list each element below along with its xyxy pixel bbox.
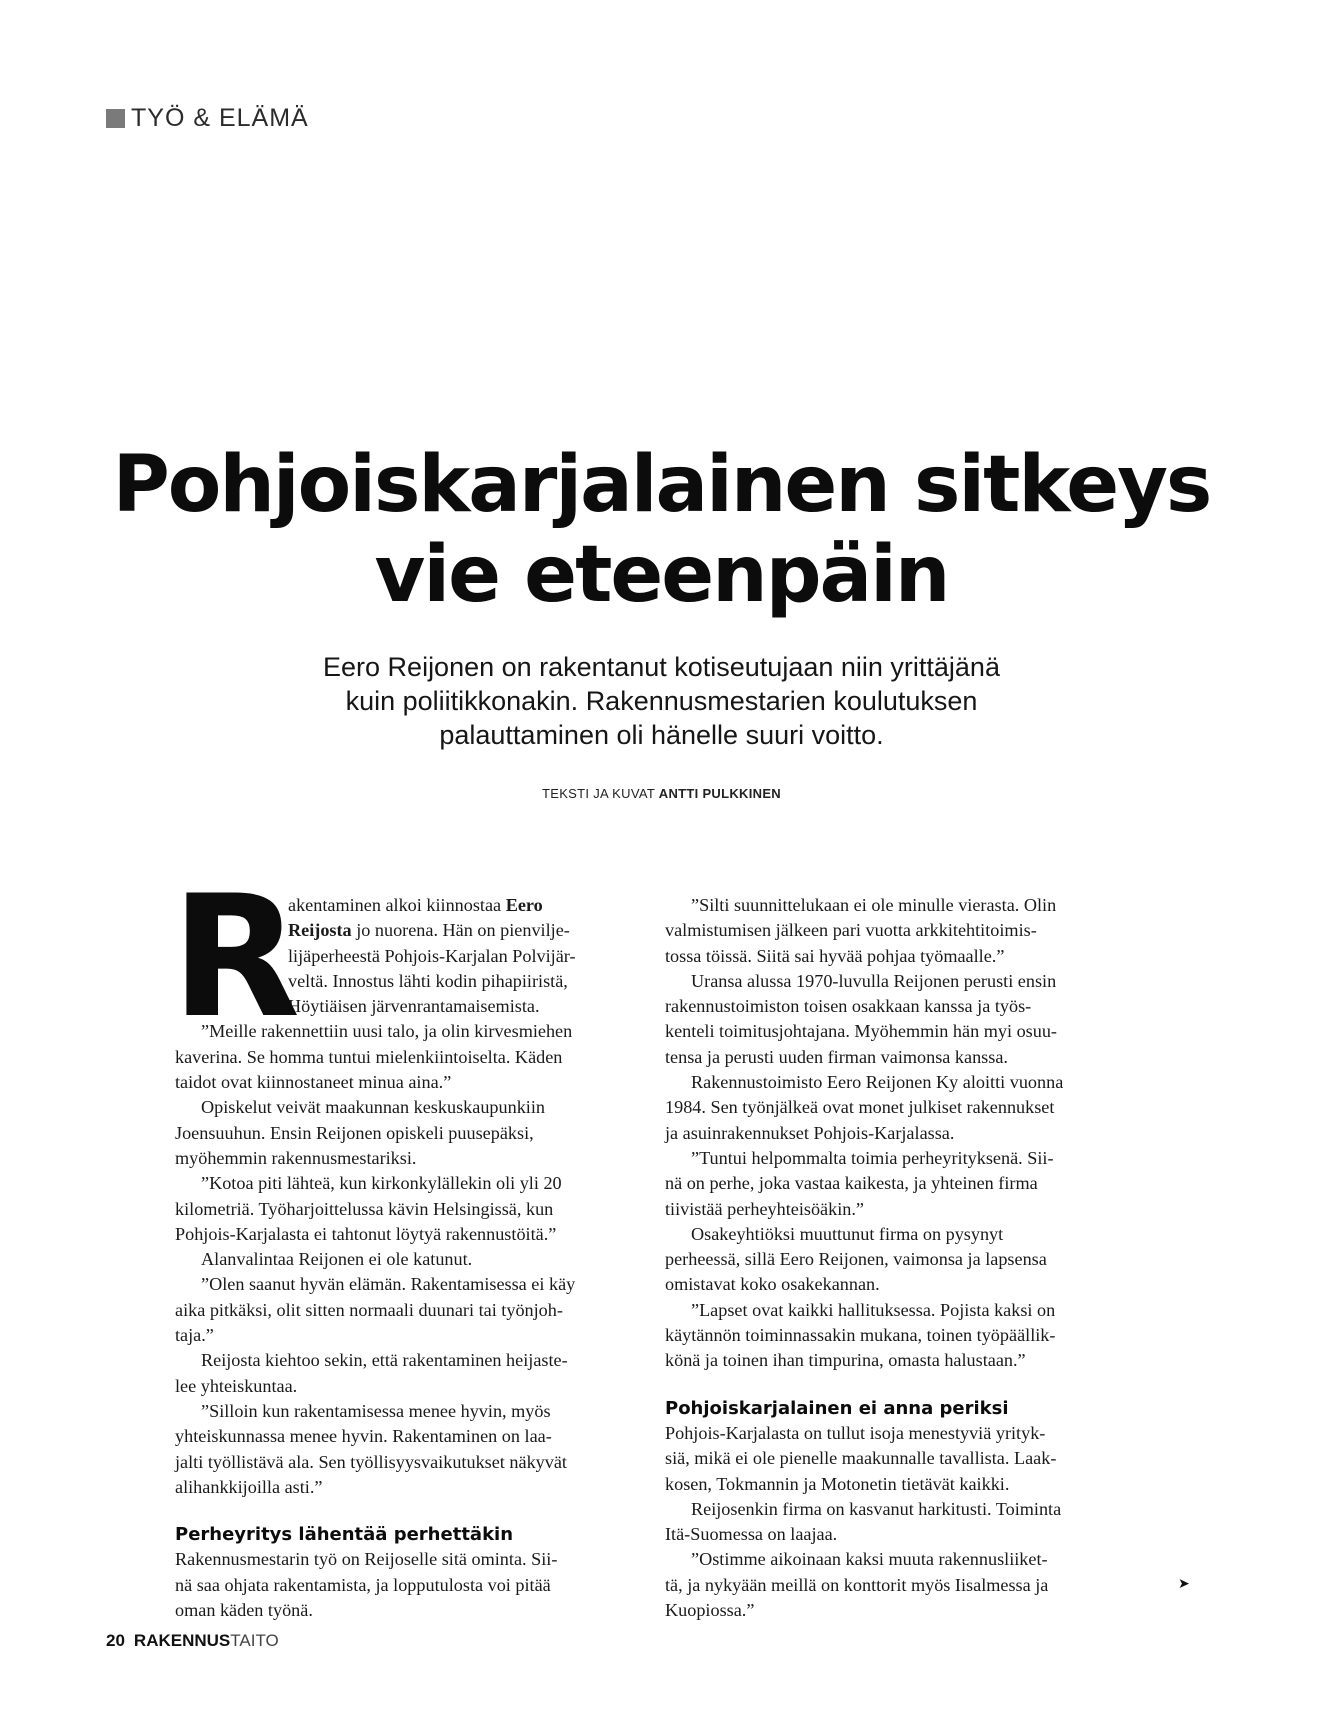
body-line: aika pitkäksi, olit sitten normaali duunari tai työnjoh- <box>175 1299 563 1320</box>
body-line: Reijosta kiehtoo sekin, että rakentaminen heijaste- <box>201 1350 568 1371</box>
body-line: Alanvalintaa Reijonen ei ole katunut. <box>201 1249 473 1270</box>
body-line: myöhemmin rakennusmestariksi. <box>175 1147 417 1168</box>
body-line: Höytiäisen järvenrantamaisemista. <box>288 996 540 1017</box>
body-line: tiivistää perheyhteisöäkin.” <box>665 1198 864 1219</box>
headline-line-2: vie eteenpäin <box>374 530 949 620</box>
body-line: ”Tuntui helpommalta toimia perheyrityksenä. Sii- <box>691 1147 1054 1168</box>
body-line: ”Silloin kun rakentamisessa menee hyvin, myös <box>201 1400 551 1421</box>
body-line: Rakennusmestarin työ on Reijoselle sitä ominta. Sii- <box>175 1549 558 1570</box>
body-column-left <box>171 859 645 1623</box>
subheading: Pohjoiskarjalainen ei anna periksi <box>665 1397 1009 1419</box>
byline <box>0 786 1323 801</box>
section-label <box>106 104 309 133</box>
body-line: veltä. Innostus lähti kodin pihapiiristä, <box>288 970 568 991</box>
body-line: kenteli toimitusjohtajana. Myöhemmin hän myi osuu- <box>665 1021 1057 1042</box>
page-number: 20 <box>106 1631 125 1650</box>
magazine-name-light: TAITO <box>230 1631 279 1650</box>
body-line: kosen, Tokmannin ja Motonetin tietävät kaikki. <box>665 1473 1010 1494</box>
body-line: kaverina. Se homma tuntui mielenkiintoiselta. Käden <box>175 1046 563 1067</box>
section-label-text: TYÖ & ELÄMÄ <box>131 104 309 132</box>
body-line: akentaminen alkoi kiinnostaa Eero <box>288 895 543 915</box>
byline-author: ANTTI PULKKINEN <box>658 786 781 801</box>
body-line: omistavat koko osakekannan. <box>665 1274 880 1295</box>
headline-line-1: Pohjoiskarjalainen sitkeys <box>112 440 1211 530</box>
person-name: Reijosta <box>288 920 352 941</box>
body-line: ja asuinrakennukset Pohjois-Karjalassa. <box>665 1122 955 1143</box>
body-line: siä, mikä ei ole pienelle maakunnalle tavallista. Laak- <box>665 1448 1057 1469</box>
body-line: taidot ovat kiinnostaneet minua aina.” <box>175 1072 452 1093</box>
body-line: lijäperheestä Pohjois-Karjalan Polvijär- <box>288 945 576 966</box>
body-line: tä, ja nykyään meillä on konttorit myös Iisalmessa ja <box>665 1574 1049 1595</box>
body-line: 1984. Sen työnjälkeä ovat monet julkiset rakennukset <box>665 1097 1055 1118</box>
body-line: ”Lapset ovat kaikki hallituksessa. Pojista kaksi on <box>691 1299 1056 1320</box>
continue-arrow-icon: ➤ <box>1178 1576 1190 1592</box>
person-name: Eero <box>505 895 543 915</box>
lead-line-1: Eero Reijonen on rakentanut kotiseutujaan niin yrittäjänä <box>323 652 1000 682</box>
page-footer <box>106 1631 279 1651</box>
body-line: Rakennustoimisto Eero Reijonen Ky aloitti vuonna <box>691 1072 1064 1093</box>
body-line: tensa ja perusti uuden firman vaimonsa kanssa. <box>665 1046 1008 1067</box>
body-line: ”Ostimme aikoinaan kaksi muuta rakennusliiket- <box>691 1549 1048 1570</box>
byline-prefix: TEKSTI JA KUVAT <box>542 786 659 801</box>
body-line: Kuopiossa.” <box>665 1600 755 1621</box>
body-line: alihankkijoilla asti.” <box>175 1476 323 1497</box>
body-line: Opiskelut veivät maakunnan keskuskaupunkiin <box>201 1097 545 1118</box>
body-line: Osakeyhtiöksi muuttunut firma on pysynyt <box>691 1223 1004 1244</box>
body-line: Pohjois-Karjalasta on tullut isoja menestyviä yrityk- <box>665 1422 1046 1443</box>
body-line: Reijosenkin firma on kasvanut harkitusti. Toiminta <box>691 1498 1062 1519</box>
body-line: Joensuuhun. Ensin Reijonen opiskeli puusepäksi, <box>175 1122 534 1143</box>
body-line: oman käden työnä. <box>175 1600 313 1621</box>
body-line: kilometriä. Työharjoittelussa kävin Helsingissä, kun <box>175 1198 554 1219</box>
lead-line-2: kuin poliitikkonakin. Rakennusmestarien koulutuksen <box>345 686 978 716</box>
body-line: taja.” <box>175 1325 214 1346</box>
body-line: perheessä, sillä Eero Reijonen, vaimonsa ja lapsensa <box>665 1249 1047 1270</box>
body-line: ”Meille rakennettiin uusi talo, ja olin kirvesmiehen <box>201 1021 573 1042</box>
body-line: käytännön toiminnassakin mukana, toinen työpäällik- <box>665 1325 1056 1346</box>
subheading: Perheyritys lähentää perhettäkin <box>175 1524 514 1546</box>
body-line: nä saa ohjata rakentamista, ja lopputulosta voi pitää <box>175 1574 551 1595</box>
section-square-icon <box>106 109 125 128</box>
body-line: Reijosta jo nuorena. Hän on pienvilje- <box>288 920 570 941</box>
body-line: lee yhteiskuntaa. <box>175 1375 298 1396</box>
body-line: ”Silti suunnittelukaan ei ole minulle vierasta. Olin <box>691 895 1057 915</box>
body-line: Pohjois-Karjalasta ei tahtonut löytyä rakennustöitä.” <box>175 1223 557 1244</box>
body-line: nä on perhe, joka vastaa kaikesta, ja yhteinen firma <box>665 1173 1038 1194</box>
body-line: jalti työllistävä ala. Sen työllisyysvaikutukset näkyvät <box>175 1451 567 1472</box>
article-headline <box>0 440 1323 620</box>
magazine-name-bold: RAKENNUS <box>133 1631 231 1650</box>
body-column-right <box>665 893 1135 1623</box>
lead-line-3: palauttaminen oli hänelle suuri voitto. <box>439 720 884 750</box>
article-lead <box>230 650 1093 752</box>
body-line: Itä-Suomessa on laajaa. <box>665 1524 838 1545</box>
body-line: yhteiskunnassa menee hyvin. Rakentaminen on laa- <box>175 1426 552 1447</box>
body-line: Uransa alussa 1970-luvulla Reijonen perusti ensin <box>691 970 1057 991</box>
body-line: könä ja toinen ihan timpurina, omasta halustaan.” <box>665 1350 1026 1371</box>
body-line: rakennustoimiston toisen osakkaan kanssa ja työs- <box>665 996 1032 1017</box>
body-line: tossa töissä. Siitä sai hyvää pohjaa työmaalle.” <box>665 945 1005 966</box>
body-line: valmistumisen jälkeen pari vuotta arkkitehtitoimis- <box>665 920 1037 941</box>
drop-cap: R <box>171 859 301 1055</box>
body-line: ”Kotoa piti lähteä, kun kirkonkylällekin oli yli 20 <box>201 1173 562 1194</box>
body-line: ”Olen saanut hyvän elämän. Rakentamisessa ei käy <box>201 1274 576 1295</box>
